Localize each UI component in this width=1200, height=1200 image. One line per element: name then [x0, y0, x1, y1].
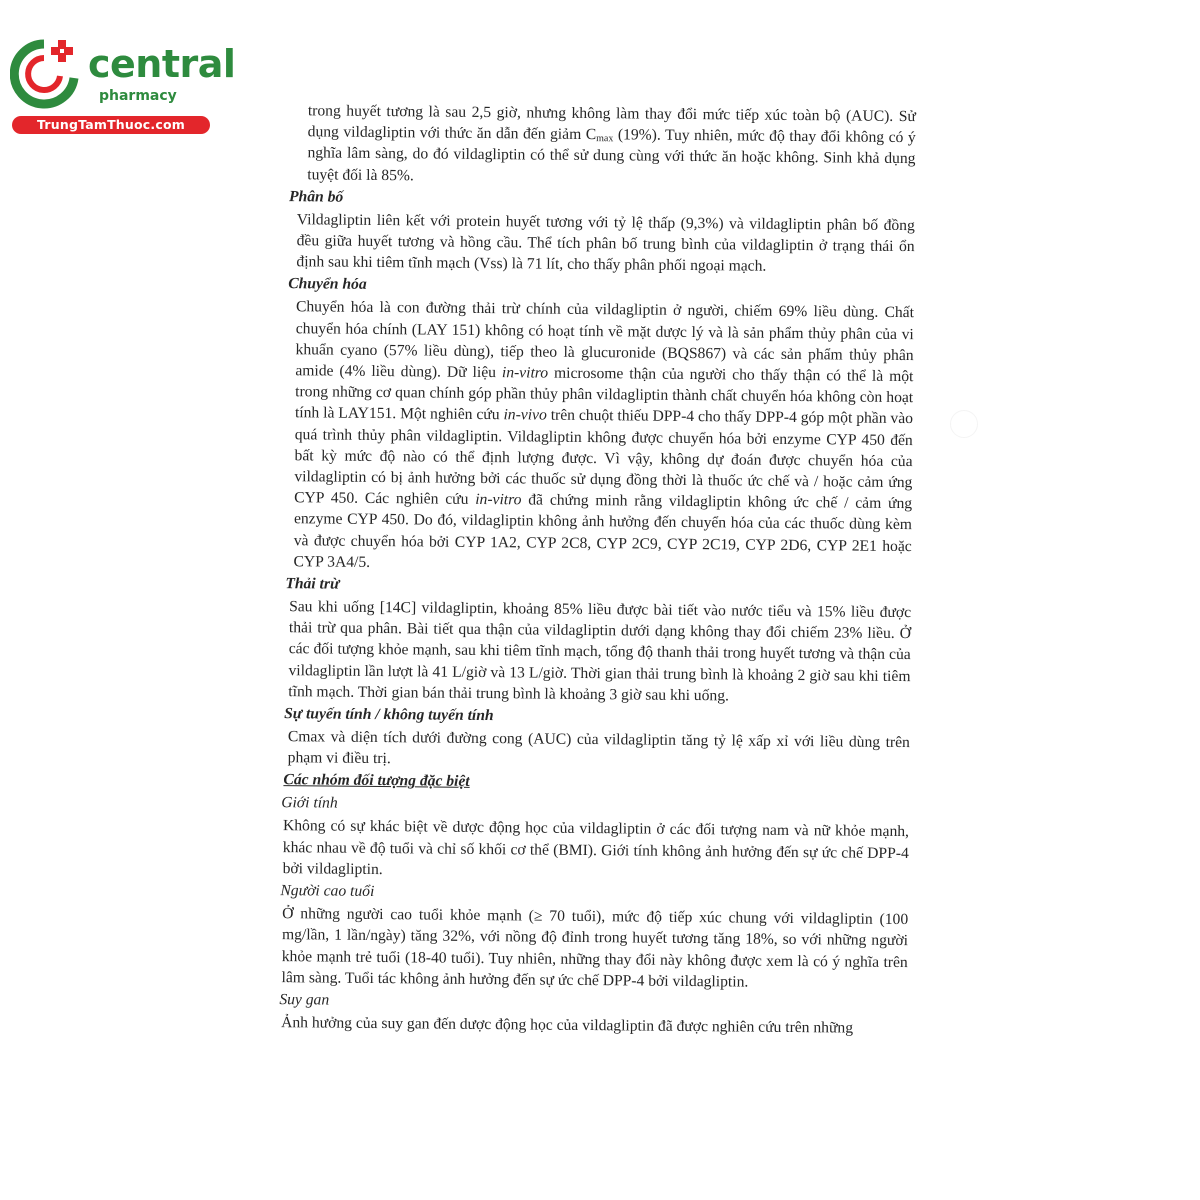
- gender-paragraph: Không có sự khác biệt về dược động học của vildagliptin ở các đối tượng nam và nữ khỏe mạnh, khác nhau về độ tuổi và chỉ số khối cơ thể (BMI). Giới tính không ảnh hưởng đến sự ức chế DPP-4 bởi vildagliptin.: [282, 817, 910, 878]
- metabolism-paragraph: [271, 296, 914, 578]
- metabolism-text-1: Chuyển hóa là con đường thải trừ chính của vildagliptin ở người, chiếm 69% liều dùng. Chất chuyển hóa chính (LAY 151) không có hoạt tính về mặt dược lý và là sản phẩm thủy phân của vi khuẩn cyano (57% liều dùng), tiếp theo là glucuronide (BQS867) và các sản phẩm thủy phân amide (4% liều dùng). Dữ liệu: [295, 298, 915, 382]
- subheading-elderly: Người cao tuổi: [280, 882, 375, 901]
- elderly-paragraph: Ở những người cao tuổi khỏe mạnh (≥ 70 tuổi), mức độ tiếp xúc chung với vildagliptin (100 mg/lần, 1 lần/ngày) tăng 32%, với nồng độ đỉnh trong huyết tương tăng 18%, so với những người khỏe mạnh trẻ tuổi (18-40 tuổi). Tuy nhiên, những thay đổi này không được xem là có ý nghĩa trên lâm sàng. Tuổi tác không ảnh hưởng đến sự ức chế DPP-4 bởi vildagliptin.: [281, 905, 909, 991]
- section-heading-distribution: Phân bố: [288, 187, 344, 206]
- subheading-gender: Giới tính: [281, 794, 338, 813]
- metabolism-text-2: microsome thận của người cho thấy thận có thể là một trong những cơ quan chính góp phần thủy phân vildagliptin thành chất chuyển hóa không còn hoạt tính là LAY151. Một nghiên cứu: [294, 364, 914, 424]
- section-heading-linearity: Sự tuyến tính / không tuyến tính: [284, 705, 494, 725]
- section-heading-elimination: Thải trừ: [285, 575, 340, 593]
- intro-text-a: trong huyết tương là sau 2,5 giờ, nhưng không làm thay đổi mức tiếp xúc toàn bộ (AUC). Sử dụng vildagliptin với thức ăn dẫn đến giảm C: [307, 102, 916, 144]
- distribution-paragraph: Vildagliptin liên kết với protein huyết tương với tỷ lệ thấp (9,3%) và vildagliptin phân bố đồng đều giữa huyết tương và hồng cầu. Thể tích phân bố trung bình của vildagliptin ở trạng thái ổn định sau khi tiêm tĩnh mạch (Vss) là 71 lít, cho thấy phân phối ngoại mạch.: [296, 211, 915, 275]
- linearity-paragraph: Cmax và diện tích dưới đường cong (AUC) của vildagliptin tăng tỷ lệ xấp xỉ với liều dùng trên phạm vi điều trị.: [287, 728, 910, 768]
- scanned-document-page: [267, 100, 916, 1039]
- metabolism-text-4: đã chứng minh rằng vildagliptin không ức chế / cảm ứng enzyme CYP 450. Do đó, vildagliptin không ảnh hưởng đến chuyển hóa của các thuốc dùng kèm và được chuyển hóa bởi CYP 1A2, CYP 2C8, CYP 2C9, CYP 2C19, CYP 2D6, CYP 2E1 hoặc CYP 3A4/5.: [293, 491, 913, 571]
- scan-artifact: [950, 410, 978, 438]
- section-heading-metabolism: Chuyển hóa: [288, 275, 367, 294]
- subheading-hepatic: Suy gan: [279, 990, 330, 1009]
- cmax-subscript: max: [596, 133, 614, 145]
- central-pharmacy-logo: [10, 38, 236, 136]
- pharmacy-cross-logo-icon: [10, 38, 82, 110]
- website-badge: TrungTamThuoc.com: [12, 116, 210, 134]
- term-in-vitro-2: in-vitro: [475, 491, 522, 509]
- hepatic-paragraph: Ảnh hưởng của suy gan đến dược động học của vildagliptin đã được nghiên cứu trên những: [281, 1013, 854, 1037]
- elimination-paragraph: Sau khi uống [14C] vildagliptin, khoảng 85% liều được bài tiết vào nước tiểu và 15% liều được thải trừ qua phân. Bài tiết qua thận của vildagliptin dưới dạng không thay đổi chiếm 23% liều. Ở các đối tượng khỏe mạnh, sau khi tiêm tĩnh mạch, tổng độ thanh thải trong huyết tương và thận của vildagliptin lần lượt là 41 L/giờ và 13 L/giờ. Thời gian thải trung bình là khoảng 2 giờ sau khi tiêm tĩnh mạch. Thời gian bán thải trung bình là khoảng 3 giờ sau khi uống.: [288, 598, 912, 705]
- term-in-vitro: in-vitro: [501, 364, 549, 382]
- brand-name: central: [88, 42, 236, 86]
- term-in-vivo: in-vivo: [503, 406, 547, 425]
- intro-paragraph: [275, 100, 916, 191]
- brand-subtitle: pharmacy: [99, 88, 177, 104]
- intro-text-b: (19%). Tuy nhiên, mức độ thay đổi không có ý nghĩa lâm sàng, do đó vildagliptin có thể sử dung cùng với thức ăn hoặc không. Sinh khả dụng tuyệt đối là 85%.: [307, 126, 916, 184]
- section-heading-special-populations: Các nhóm đối tượng đặc biệt: [283, 771, 470, 791]
- metabolism-text-3: trên chuột thiếu DPP-4 cho thấy DPP-4 góp một phần vào quá trình thủy phân vildagliptin. Vildagliptin không được chuyển hóa bởi enzyme CYP 450 đến bất kỳ mức độ nào có thể định lượng được. Vì vậy, không dự đoán được chuyển hóa của vildagliptin có bị ảnh hưởng bởi các thuốc sử dụng đồng thời là thuốc ức chế và / hoặc cảm ứng CYP 450. Các nghiên cứu: [294, 407, 914, 509]
